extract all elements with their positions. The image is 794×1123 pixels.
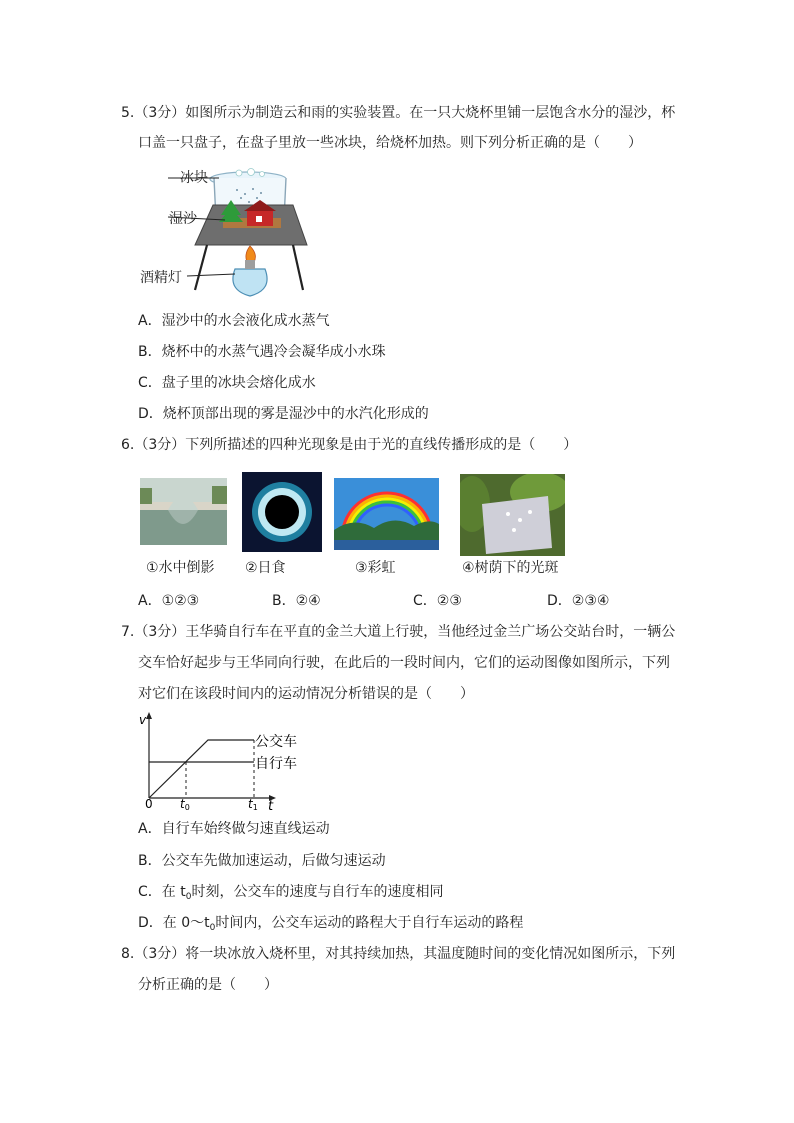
- q7-stem-line3: 对它们在该段时间内的运动情况分析错误的是（ ）: [138, 686, 474, 702]
- bus-line: [149, 740, 254, 798]
- q8-stem-line1: 8.（3分）将一块冰放入烧杯里，对其持续加热，其温度随时间的变化情况如图所示，下列: [121, 946, 676, 962]
- solar-eclipse-photo: [242, 472, 322, 552]
- bridge-reflection-photo: [140, 478, 227, 545]
- q7-option-c: C．在 $t_0$时刻，公交车的速度与自行车的速度相同: [138, 884, 444, 902]
- q8-stem-line2: 分析正确的是（ ）: [138, 977, 278, 993]
- v-axis-label: v: [139, 713, 147, 727]
- q5-option-b: B．烧杯中的水蒸气遇冷会凝华成小水珠: [138, 344, 386, 360]
- q5-option-a: A．湿沙中的水会液化成水蒸气: [138, 313, 330, 329]
- q6-stem-line1: 6.（3分）下列所描述的四种光现象是由于光的直线传播形成的是（ ）: [121, 437, 578, 453]
- t-axis-label: t: [268, 799, 274, 812]
- caption-2: ②日食: [245, 560, 286, 576]
- q6-option-d: D．②③④: [547, 593, 610, 609]
- q7-stem-line2: 交车恰好起步与王华同向行驶，在此后的一段时间内，它们的运动图像如图所示，下列: [138, 655, 670, 671]
- q7-option-d: D．在 $0\sim t_0$时间内，公交车运动的路程大于自行车运动的路程: [138, 915, 524, 933]
- caption-4: ④树荫下的光斑: [462, 560, 559, 576]
- t0-label: t0: [180, 797, 190, 812]
- label-ice: 冰块: [180, 170, 208, 186]
- origin-label: 0: [145, 797, 153, 811]
- q7-option-a: A．自行车始终做匀速直线运动: [138, 821, 330, 837]
- q5-stem-line1: 5.（3分）如图所示为制造云和雨的实验装置。在一只大烧杯里铺一层饱含水分的湿沙，杯: [121, 105, 676, 121]
- q5-option-c: C．盘子里的冰块会熔化成水: [138, 375, 316, 391]
- q6-option-b: B．②④: [272, 593, 321, 609]
- q7-option-b: B．公交车先做加速运动，后做匀速运动: [138, 853, 386, 869]
- alcohol-lamp: [233, 269, 267, 296]
- label-alcohol-lamp: 酒精灯: [140, 270, 182, 286]
- rainbow-photo: [334, 478, 439, 550]
- bus-label: 公交车: [255, 734, 297, 750]
- q7-stem-line1: 7.（3分）王华骑自行车在平直的金兰大道上行驶，当他经过金兰广场公交站台时，一辆公: [121, 624, 676, 640]
- t1-label: t1: [248, 797, 258, 812]
- tree-shade-light-spots-photo: [460, 474, 565, 556]
- caption-3: ③彩虹: [355, 560, 396, 576]
- caption-1: ①水中倒影: [146, 560, 215, 576]
- bike-label: 自行车: [255, 756, 297, 772]
- q5-option-d: D．烧杯顶部出现的雾是湿沙中的水汽化形成的: [138, 406, 429, 422]
- label-wet-sand: 湿沙: [169, 211, 197, 227]
- q5-stem-line2: 口盖一只盘子，在盘子里放一些冰块，给烧杯加热。则下列分析正确的是（ ）: [138, 135, 642, 151]
- q6-option-a: A．①②③: [138, 593, 200, 609]
- velocity-time-graph: [136, 710, 306, 812]
- q6-option-c: C．②③: [413, 593, 462, 609]
